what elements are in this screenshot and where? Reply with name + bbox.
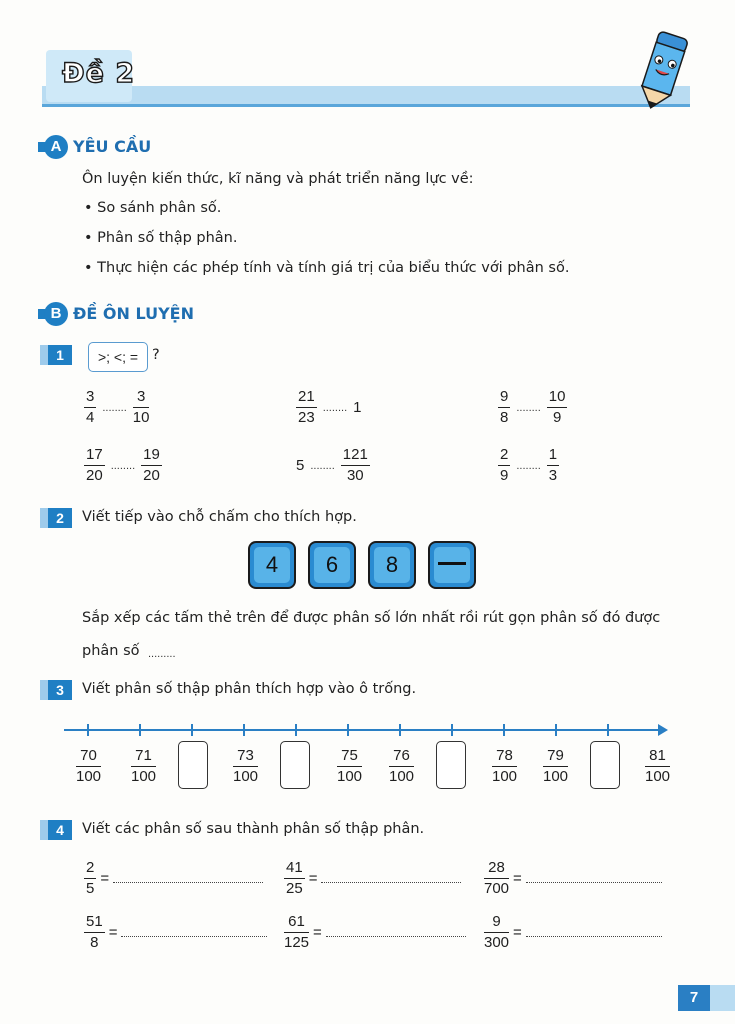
number-line-tick <box>451 724 453 736</box>
number-line-tick <box>191 724 193 736</box>
tick-label-81: $\frac{81}{100}$ <box>645 747 671 785</box>
comparison-symbols-box: >; <; = <box>88 342 148 372</box>
answer-line[interactable] <box>321 882 461 883</box>
answer-box-72[interactable] <box>178 741 208 789</box>
answer-dots[interactable]: ........ <box>110 459 136 472</box>
fraction: $\frac{10}{9}$ <box>548 388 566 426</box>
question-2-line-2: phân số <box>82 643 140 659</box>
answer-line[interactable] <box>526 936 662 937</box>
fraction-bar-icon <box>438 562 466 565</box>
number-line-tick <box>555 724 557 736</box>
q4-item-4: $\frac{51}{8}$ = <box>84 913 267 952</box>
fraction: $\frac{9}{8}$ <box>500 388 509 426</box>
header-banner <box>42 86 690 106</box>
tick-label-79: $\frac{79}{100}$ <box>543 747 569 785</box>
question-4-number: 4 <box>48 820 72 840</box>
number-line-tick <box>139 724 141 736</box>
answer-box-74[interactable] <box>280 741 310 789</box>
bullet-2: • Phân số thập phân. <box>84 230 238 246</box>
q1-item-5 <box>296 446 370 485</box>
answer-line[interactable] <box>113 882 263 883</box>
fraction: $\frac{17}{20}$ <box>86 446 103 484</box>
question-2-text: Viết tiếp vào chỗ chấm cho thích hợp. <box>82 509 357 525</box>
answer-line[interactable] <box>121 936 267 937</box>
pencil-mascot-icon <box>634 28 694 112</box>
fraction: $\frac{1}{3}$ <box>548 446 558 484</box>
number-line-tick <box>87 724 89 736</box>
q1-item-4 <box>84 446 162 485</box>
bullet-3: • Thực hiện các phép tính và tính giá trị của biểu thức với phân số. <box>84 260 570 276</box>
whole-number: 1 <box>353 399 362 416</box>
q4-item-3: $\frac{28}{700}$ = <box>484 859 662 898</box>
q1-item-6 <box>498 446 559 485</box>
answer-dots[interactable]: ........ <box>102 401 127 414</box>
fraction: $\frac{3}{10}$ <box>132 388 150 426</box>
tick-label-75: $\frac{75}{100}$ <box>337 747 363 785</box>
fraction: $\frac{121}{30}$ <box>342 446 368 484</box>
question-1-number: 1 <box>48 345 72 365</box>
tick-label-73: $\frac{73}{100}$ <box>233 747 259 785</box>
question-mark: ? <box>152 347 160 363</box>
whole-number: 5 <box>296 457 305 474</box>
question-3-text: Viết phân số thập phân thích hợp vào ô trống. <box>82 681 417 697</box>
tick-label-71: $\frac{71}{100}$ <box>131 747 157 785</box>
section-a-title: YÊU CẦU <box>73 137 152 156</box>
answer-line[interactable] <box>326 936 466 937</box>
fraction: $\frac{19}{20}$ <box>143 446 160 484</box>
section-a-letter: A <box>44 135 68 159</box>
page-number: 7 <box>678 985 710 1011</box>
section-b-title: ĐỀ ÔN LUYỆN <box>73 304 194 323</box>
section-a-intro: Ôn luyện kiến thức, kĩ năng và phát triển năng lực về: <box>82 171 474 187</box>
q4-item-6: $\frac{9}{300}$ = <box>484 913 662 952</box>
number-line-tick <box>243 724 245 736</box>
q1-item-1 <box>84 388 149 427</box>
number-line-arrow-icon <box>658 724 668 736</box>
header-underline <box>42 104 690 107</box>
fraction: $\frac{21}{23}$ <box>298 388 315 426</box>
q1-item-2 <box>296 388 361 427</box>
number-card-4[interactable]: 4 <box>248 541 296 589</box>
number-line <box>64 729 664 731</box>
number-card-8[interactable]: 8 <box>368 541 416 589</box>
answer-dots[interactable]: ......... <box>148 648 176 660</box>
answer-box-80[interactable] <box>590 741 620 789</box>
bullet-1: • So sánh phân số. <box>84 200 222 216</box>
answer-dots[interactable]: ........ <box>516 401 541 414</box>
section-b-letter: B <box>44 302 68 326</box>
number-line-tick <box>607 724 609 736</box>
number-line-tick <box>399 724 401 736</box>
tick-label-70: $\frac{70}{100}$ <box>76 747 102 785</box>
fraction: $\frac{3}{4}$ <box>86 388 95 426</box>
answer-line[interactable] <box>526 882 662 883</box>
tick-label-78: $\frac{78}{100}$ <box>492 747 518 785</box>
number-line-tick <box>503 724 505 736</box>
answer-dots[interactable]: ........ <box>310 459 335 472</box>
number-line-tick <box>347 724 349 736</box>
q4-item-5: $\frac{61}{125}$ = <box>284 913 466 952</box>
question-3-number: 3 <box>48 680 72 700</box>
tick-label-76: $\frac{76}{100}$ <box>389 747 415 785</box>
number-card-6[interactable]: 6 <box>308 541 356 589</box>
answer-dots[interactable]: ........ <box>516 459 541 472</box>
page-title: Đề 2 <box>62 58 136 89</box>
answer-dots[interactable]: ........ <box>322 401 348 414</box>
question-2-line-1: Sắp xếp các tấm thẻ trên để được phân số lớn nhất rồi rút gọn phân số đó được <box>82 610 661 626</box>
fraction-bar-card[interactable] <box>428 541 476 589</box>
answer-box-77[interactable] <box>436 741 466 789</box>
q1-item-3 <box>498 388 567 427</box>
fraction: $\frac{2}{9}$ <box>500 446 509 484</box>
q4-item-1: $\frac{2}{5}$ = <box>84 859 263 898</box>
q4-item-2: $\frac{41}{25}$ = <box>284 859 461 898</box>
number-line-tick <box>295 724 297 736</box>
question-4-text: Viết các phân số sau thành phân số thập phân. <box>82 821 425 837</box>
question-2-number: 2 <box>48 508 72 528</box>
